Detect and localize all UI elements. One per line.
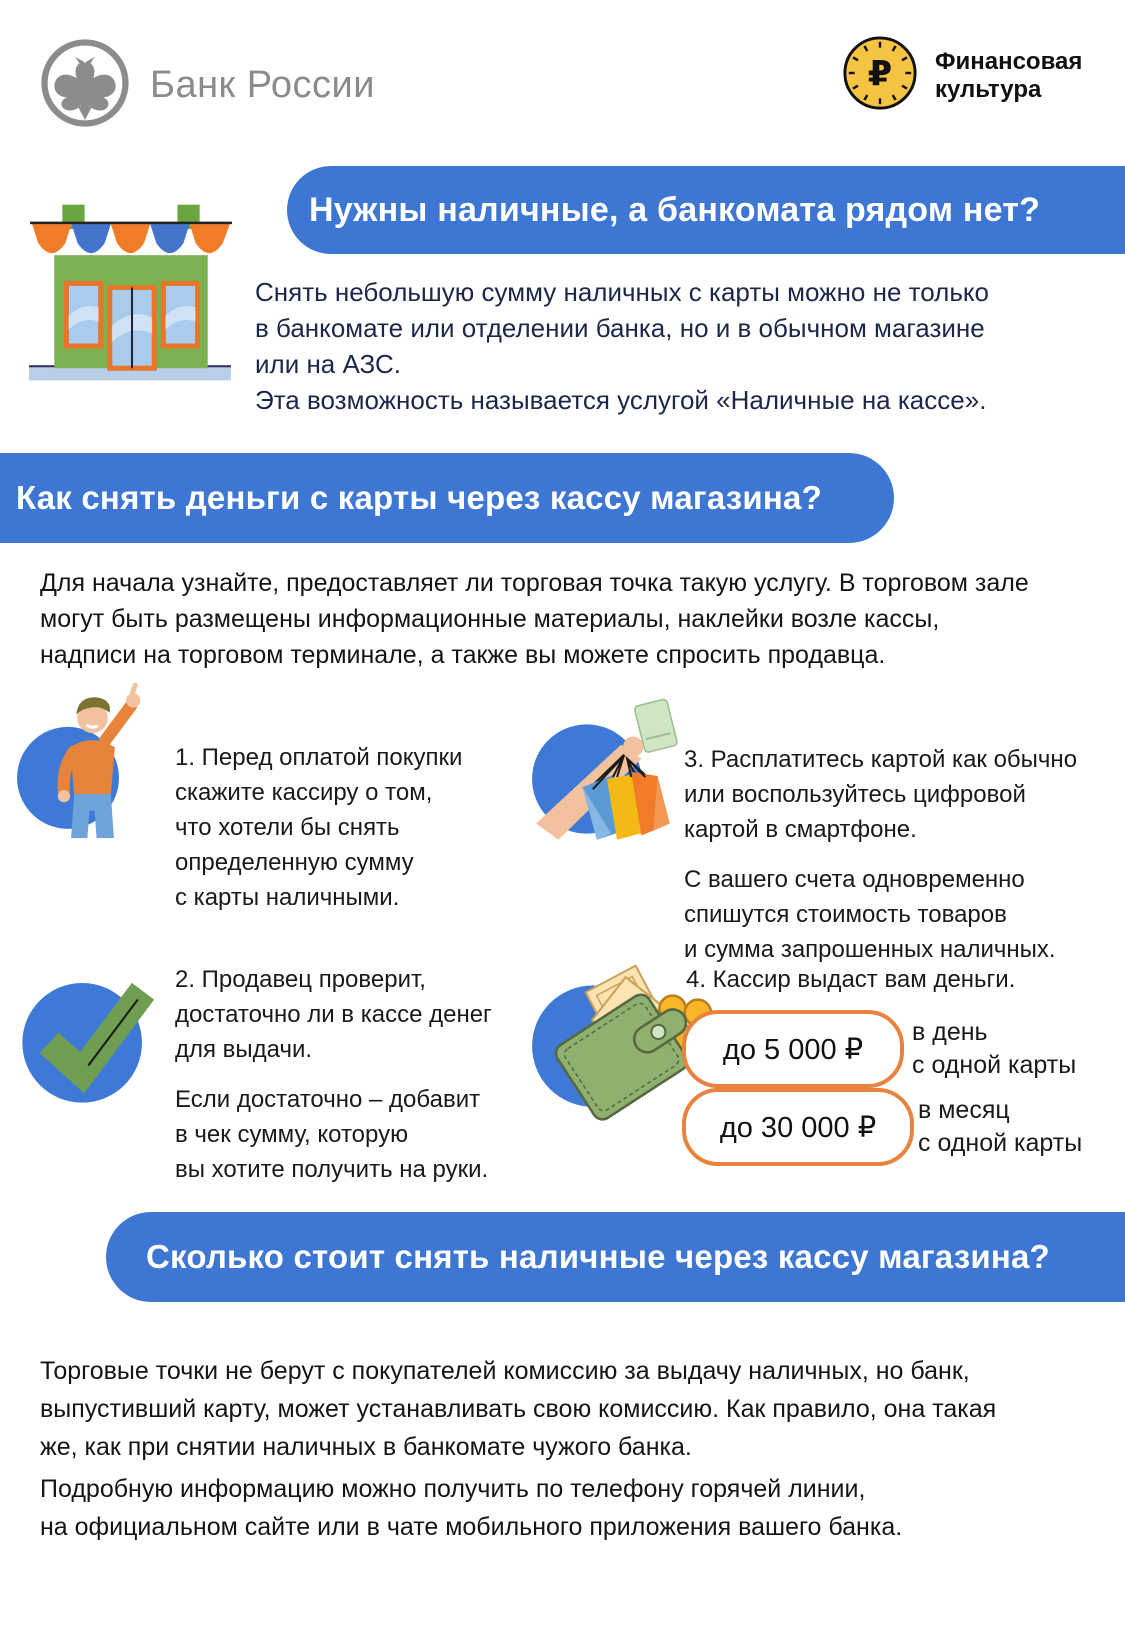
- fincult-logo: [841, 34, 1082, 117]
- how-to-paragraph: Для начала узнайте, предоставляет ли торговая точка такую услугу. В торговом зале могут быть размещены информационные материалы, наклейки возле кассы, надписи на торговом терминале, а также вы можете спросить продавца.: [40, 569, 1029, 669]
- monthly-limit-label: в месяц с одной карты: [918, 1096, 1083, 1157]
- fees-paragraph-2: Подробную информацию можно получить по телефону горячей линии, на официальном сайте или в чате мобильного приложения вашего банка.: [40, 1475, 903, 1541]
- person-pointing-icon: [16, 680, 171, 843]
- daily-limit-label: в день с одной карты: [912, 1018, 1077, 1079]
- step2-text-para1: 2. Продавец проверит, достаточно ли в кассе денег для выдачи.: [175, 966, 492, 1063]
- store-icon: [24, 196, 236, 389]
- step1-text: 1. Перед оплатой покупки скажите кассиру о том, что хотели бы снять определенную сумму с карты наличными.: [175, 744, 463, 911]
- daily-limit-amount: до 5 000 ₽: [722, 1033, 864, 1066]
- checkmark-icon: [14, 950, 174, 1120]
- ruble-coin-icon: [841, 34, 919, 117]
- fees-paragraph-1: Торговые точки не берут с покупателей комиссию за выдачу наличных, но банк, выпустивший карту, может устанавливать свою комиссию. Как правило, она такая же, как при снятии наличных в банкомате чужого банка.: [40, 1357, 997, 1461]
- fincult-logo-label: Финансовая культура: [935, 47, 1083, 103]
- svg-text:₽: ₽: [867, 53, 893, 95]
- daily-limit-pill: [682, 1010, 904, 1088]
- monthly-limit-pill: [682, 1088, 914, 1166]
- intro-paragraph: Снять небольшую сумму наличных с карты можно не только в банкомате или отделении банка, но и в обычном магазине или на АЗС. Эта возможность называется услугой «Наличные на кассе».: [255, 277, 990, 415]
- step3-text-para1: 3. Расплатитесь картой как обычно или воспользуйтесь цифровой картой в смартфоне.: [684, 746, 1078, 843]
- shopping-bags-card-icon: [526, 696, 698, 863]
- step4-title: 4. Кассир выдаст вам деньги.: [686, 966, 1016, 993]
- step2-text-para2: Если достаточно – добавит в чек сумму, которую вы хотите получить на руки.: [175, 1086, 489, 1183]
- step3-text-para2: С вашего счета одновременно спишутся стоимость товаров и сумма запрошенных наличных.: [684, 866, 1056, 963]
- banner-how-to-withdraw: Как снять деньги с карты через кассу магазина?: [0, 453, 894, 543]
- banner-cost: Сколько стоит снять наличные через кассу магазина?: [106, 1212, 1125, 1302]
- cbr-logo-label: Банк России: [150, 64, 376, 106]
- monthly-limit-amount: до 30 000 ₽: [719, 1111, 877, 1144]
- bank-of-russia-logo: [40, 36, 375, 135]
- cbr-eagle-icon: [40, 36, 130, 135]
- banner-need-cash: Нужны наличные, а банкомата рядом нет?: [287, 166, 1125, 254]
